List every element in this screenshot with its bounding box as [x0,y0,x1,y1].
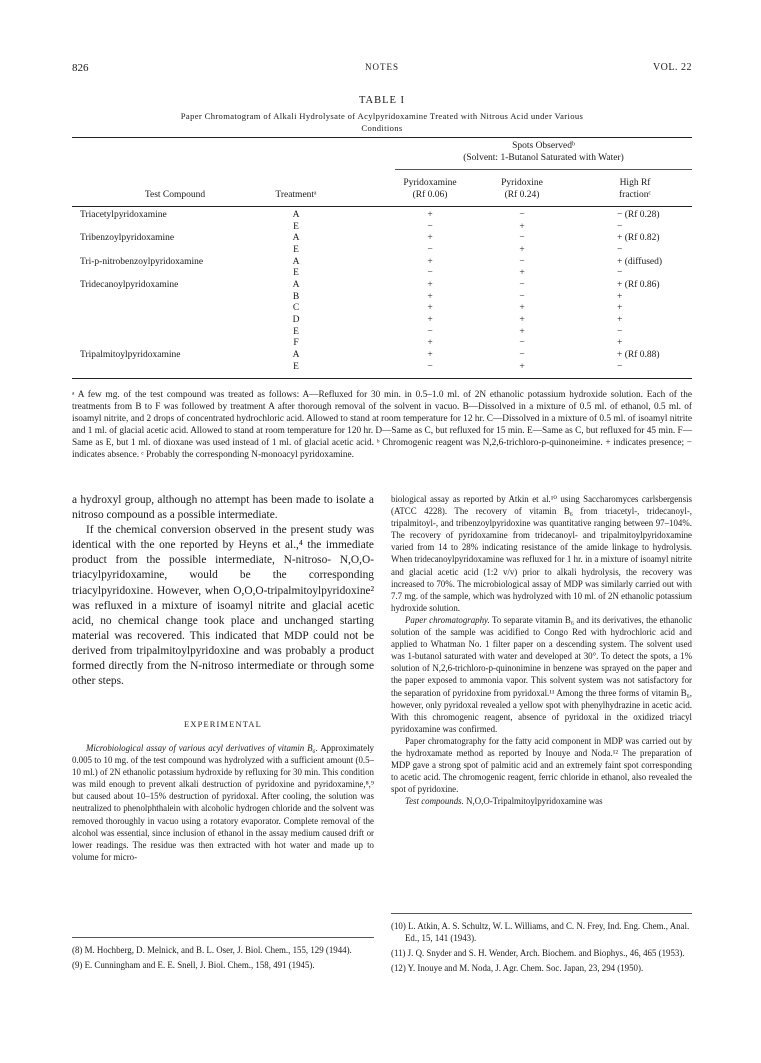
pyridoxamine-cell: + [427,303,433,314]
pyridoxine-cell: + [519,361,525,372]
spots-header-rule [395,169,692,170]
high-rf-cell: + (Rf 0.86) [617,279,660,290]
paragraph: Approximately 0.005 to 10 mg. of the test compound was hydrolyzed with a sufficient amount (0.5–10 ml.) of 2N ethanolic potassium hydroxide by refluxing for 30 min. This condition was mild enough to prevent alkali destruction of pyridoxine and pyridoxamine,⁸,⁹ but caused about 10–15% destruction of pyridoxal. After cooling, the solution was neutralized to phenolphthalein with alcoholic hydrogen chloride and the solvent was removed thoroughly in vacuo using a rotatory evaporator. Complete removal of the alcohol was essential, since inclusion of ethanol in the assay medium caused drift or lower readings. The residue was then extracted with hot water and made up to volume for micro- [72,743,374,862]
high-rf-cell: + [617,314,623,325]
section-heading: EXPERIMENTAL [184,720,262,729]
compound-cell: Tribenzoylpyridoxamine [80,233,175,244]
paragraph: N,O,O-Tripalmitoylpyridoxamine was [463,796,603,807]
high-rf-cell: − [617,268,623,279]
pyridoxine-cell: − [519,279,525,290]
compound-cell: Triacetylpyridoxamine [80,210,167,220]
column-header-pyridoxamine [385,178,475,201]
spots-header [395,141,692,164]
pyridoxamine-cell: + [427,291,433,302]
treatment-cell: A [292,349,300,360]
pyridoxine-cell: + [519,303,525,314]
spots-observed-label: Spots Observedᵇ [512,141,575,151]
high-rf-label: High Rf [619,178,651,188]
subsection-title: Paper chromatography. [405,614,490,625]
pyridoxamine-cell: − [427,244,433,255]
paragraph: To separate vitamin B₆ and its derivatives, the ethanolic solution of the sample was acidified to Congo Red with hydrochloric acid and applied to Whatman No. 1 filter paper on a descending system. The solvent used was 1-butanol saturated with water and developed at 30°. To detect the spots, a 1% solution of N,2,6-trichloro-p-quinonimine in benzene was sprayed on the paper and the paper exposed to ammonia vapor. This solvent system was not satisfactory for the separation of pyridoxine from pyridoxal.¹¹ Among the three forms of vitamin B₆, however, only pyridoxal revealed a yellow spot with phenylhydrazine in acetic acid. With this chromogenic reagent, absence of pyridoxal in the oxidized triacyl pyridoxamine was confirmed. [391,614,693,734]
left-column-text [72,493,374,689]
solvent-label: (Solvent: 1-Butanol Saturated with Water) [463,152,624,163]
high-rf-cell: + (diffused) [617,256,663,267]
high-rf-cell: − [617,326,623,337]
pyridoxine-cell: − [519,210,525,220]
treatment-cell: B [292,291,300,302]
high-rf-cell: + (Rf 0.88) [617,349,660,360]
running-header [72,62,692,76]
column-header-pyridoxine [477,178,567,201]
pyridoxine-cell: + [519,314,525,325]
pyridoxine-cell: − [519,291,525,302]
treatment-cell: C [292,303,300,314]
pyridoxine-cell: + [519,221,525,232]
page-number: 826 [72,62,89,74]
reference-9: (9) E. Cunningham and E. E. Snell, J. Biol. Chem., 158, 491 (1945). [72,960,315,970]
paragraph: biological assay as reported by Atkin et al.¹⁰ using Saccharomyces carlsbergensis (ATCC 4228). The recovery of vitamin B₆ from triacetyl-, tridecanoyl-, tripalmitoyl-, and tribenzoylpyridoxine was quantitative ranging between 97–104%. The recovery of pyridoxamine from tridecanoyl- and tripalmitoylpyridoxamine varied from 14 to 28% indicating resistance of the amide linkage to hydrolysis. When tridecanoylpyridoxamine was refluxed for 1 hr. in a mixture of isoamyl nitrite and glacial acetic acid (1:2 v/v) prior to alkali hydrolysis, the recovery was increased to 70%. The microbiological assay of MDP was similarly carried out with 7.7 mg. of the sample, which was hydrolyzed with 10 ml. of 2N ethanolic potassium hydroxide solution. [391,494,692,613]
pyridoxamine-cell: + [427,349,433,360]
treatment-cell: E [293,244,299,255]
column-header-high-rf [590,178,680,201]
paragraph: a hydroxyl group, although no attempt has been made to isolate a nitroso compound as a possible intermediate. [72,494,374,522]
table-header-rule [72,206,692,207]
table-top-rule [72,137,692,138]
paragraph: Paper chromatography for the fatty acid component in MDP was carried out by the hydroxamate method as reported by Inouye and Noda.¹² The preparation of MDP gave a strong spot of palmitic acid and an extremely faint spot corresponding to acetic acid. The chromogenic reagent, ferric chloride in ethanol, also revealed the spot of pyridoxine. [391,735,692,795]
column-header-compound: Test Compound [144,190,206,200]
high-rf-cell: − (Rf 0.28) [617,210,660,220]
reference-8: (8) M. Hochberg, D. Melnick, and B. L. Oser, J. Biol. Chem., 155, 129 (1944). [72,945,352,955]
treatment-cell: E [293,268,299,279]
compound-cell: Tripalmitoylpyridoxamine [80,349,181,360]
treatment-cell: A [292,210,300,220]
treatment-cell: A [292,233,300,244]
running-title: NOTES [365,62,399,72]
pyridoxine-cell: + [519,326,525,337]
subsection-title: Microbiological assay of various acyl derivatives of vitamin B₆. [86,743,318,753]
pyridoxine-label: Pyridoxine [501,178,543,188]
table-label: TABLE I [358,95,406,106]
treatment-cell: E [293,326,299,337]
treatment-cell: A [292,256,300,267]
high-rf-cell: + [617,303,623,314]
pyridoxamine-cell: + [427,314,433,325]
column-header-treatment: Treatmentᵃ [275,190,317,200]
pyridoxine-cell: − [519,349,525,360]
pyridoxamine-rf: (Rf 0.06) [412,189,448,200]
references-separator [391,913,692,914]
left-references [72,944,374,974]
treatment-cell: F [293,338,299,349]
treatment-cell: D [292,314,300,325]
high-rf-fraction: fractionᶜ [619,189,651,200]
high-rf-cell: + [617,291,623,302]
reference-12: (12) Y. Inouye and M. Noda, J. Agr. Chem. Soc. Japan, 23, 294 (1950). [391,963,644,973]
paragraph: If the chemical conversion observed in the present study was identical with the one reported by Heyns et al.,⁴ the immediate product from the possible intermediate, N-nitroso- N,O,O-triacylpyridoxamine, would be the corresponding triacylpyridoxine. However, when O,O,O-tripalmitoylpyridoxine² was refluxed in a mixture of isoamyl nitrite and glacial acetic acid, no chemical change took place and unchanged starting material was recovered. This indicated that MDP could not be derived from tripalmitoylpyridoxine and was probably a product formed directly from the N-nitroso intermediate or through some other steps. [72,524,374,688]
reference-11: (11) J. Q. Snyder and S. H. Wender, Arch. Biochem. and Biophys., 46, 465 (1953). [391,948,685,958]
pyridoxamine-cell: + [427,256,433,267]
compound-cell: Tridecanoylpyridoxamine [80,279,179,290]
references-separator [72,937,374,938]
high-rf-cell: − [617,244,623,255]
pyridoxamine-cell: − [427,221,433,232]
pyridoxine-cell: + [519,244,525,255]
pyridoxine-cell: − [519,256,525,267]
pyridoxine-rf: (Rf 0.24) [504,189,540,200]
pyridoxine-cell: − [519,338,525,349]
pyridoxamine-cell: + [427,279,433,290]
pyridoxamine-cell: − [427,326,433,337]
pyridoxamine-cell: + [427,338,433,349]
pyridoxamine-cell: − [427,361,433,372]
treatment-cell: E [293,361,299,372]
pyridoxamine-cell: − [427,268,433,279]
table-caption-line-2: Conditions [361,123,403,133]
compound-cell: Tri-p-nitrobenzoylpyridoxamine [80,256,204,267]
pyridoxamine-cell: + [427,233,433,244]
table-bottom-rule [72,378,692,379]
pyridoxamine-label: Pyridoxamine [403,178,457,188]
pyridoxamine-cell: + [427,210,433,220]
right-references [391,920,692,977]
table-caption-line-1: Paper Chromatogram of Alkali Hydrolysate of Acylpyridoxamine Treated with Nitrous Acid under Various [180,111,584,121]
reference-10: (10) L. Atkin, A. S. Schultz, W. L. Williams, and C. N. Frey, Ind. Eng. Chem., Anal. Ed., 15, 141 (1943). [391,921,690,943]
pyridoxine-cell: + [519,268,525,279]
table-caption [72,110,692,134]
table-footnote: ᵃ A few mg. of the test compound was treated as follows: A—Refluxed for 30 min. in 0.5–1.0 ml. of 2N ethanolic potassium hydroxide solution. Each of the treatments from B to F was followed by treatment A after thorough removal of the solvent in vacuo. B—Dissolved in a mixture of 0.5 ml. of ethanol, 0.5 ml. of isoamyl nitrite, and 2 drops of concentrated hydrochloric acid. Allowed to stand at room temperature for 12 hr. C—Dissolved in a mixture of 0.5 ml. of isoamyl nitrite and 1 ml. of glacial acetic acid. Allowed to stand at room temperature for 120 hr. D—Same as C, but refluxed for 15 min. E—Same as C, but refluxed for 45 min. F—Same as E, but 1 ml. of dioxane was used instead of 1 ml. of glacial acetic acid. ᵇ Chromogenic reagent was N,2,6-trichloro-p-quinoneimine. + indicates presence; − indicates absence. ᶜ Probably the corresponding N-monoacyl pyridoxamine. [72,390,692,461]
treatment-cell: A [292,279,300,290]
high-rf-cell: + [617,338,623,349]
high-rf-cell: − [617,361,623,372]
subsection-title: Test compounds. [405,796,464,807]
high-rf-cell: + (Rf 0.82) [617,233,660,244]
pyridoxine-cell: − [519,233,525,244]
right-column-text [391,493,692,807]
high-rf-cell: − [617,221,623,232]
experimental-text [72,742,374,863]
treatment-cell: E [293,221,299,232]
volume-label: VOL. 22 [652,62,692,73]
